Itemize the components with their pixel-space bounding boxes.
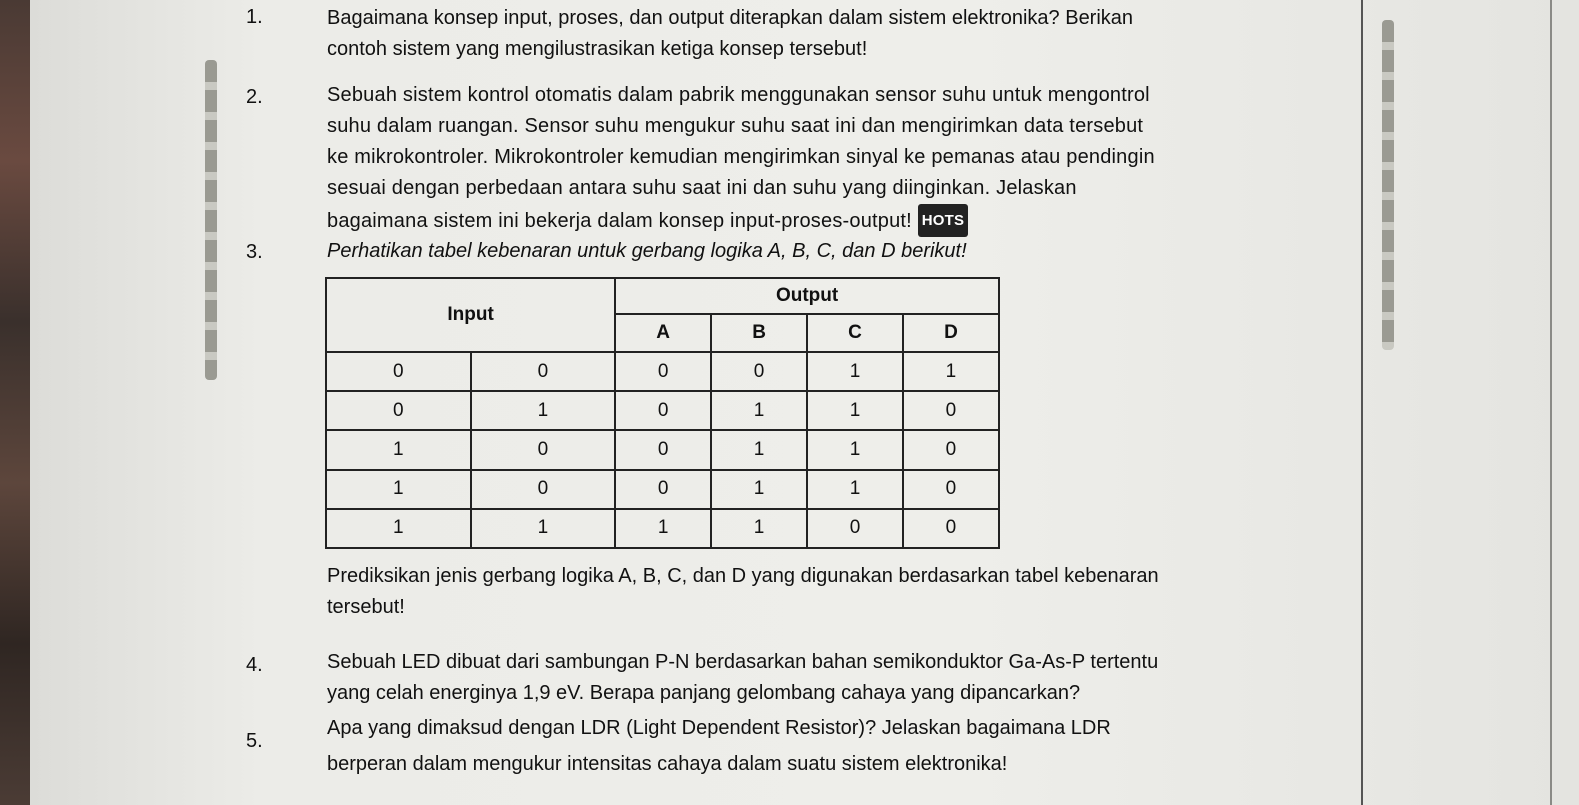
table-cell: 0 (903, 430, 999, 469)
gate-header-a: A (615, 314, 711, 352)
question-1-line-1: Bagaimana konsep input, proses, dan output diterapkan dalam sistem elektronika? Berikan (327, 7, 1134, 29)
hots-badge: HOTS (918, 204, 968, 237)
input-header: Input (326, 278, 615, 352)
table-cell: 1 (711, 391, 807, 430)
question-3-intro: Perhatikan tabel kebenaran untuk gerbang logika A, B, C, dan D berikut! (327, 240, 967, 262)
table-cell: 1 (711, 430, 807, 469)
question-5-line-2: berperan dalam mengukur intensitas cahaya dalam suatu sistem elektronika! (327, 753, 1008, 775)
question-2-number: 2. (246, 86, 263, 108)
question-3-after-line-2: tersebut! (327, 596, 405, 618)
question-3-followup (327, 561, 1367, 623)
table-cell: 0 (471, 352, 616, 391)
question-3-number: 3. (246, 241, 263, 263)
truth-table (325, 277, 1000, 549)
book-edge-left (0, 0, 30, 805)
question-3-after-line-1: Prediksikan jenis gerbang logika A, B, C, dan D yang digunakan berdasarkan tabel kebenaran (327, 565, 1159, 587)
question-4-line-1: Sebuah LED dibuat dari sambungan P-N berdasarkan bahan semikonduktor Ga-As-P tertentu (327, 651, 1159, 673)
table-cell: 1 (471, 391, 616, 430)
table-cell: 0 (615, 352, 711, 391)
page-binding-left (205, 60, 217, 380)
table-row (326, 470, 999, 509)
table-cell: 1 (471, 509, 616, 548)
question-5-line-1: Apa yang dimaksud dengan LDR (Light Dependent Resistor)? Jelaskan bagaimana LDR (327, 717, 1111, 739)
table-cell: 1 (807, 430, 903, 469)
margin-rule-outer (1550, 0, 1552, 805)
table-cell: 0 (903, 470, 999, 509)
output-header: Output (615, 278, 999, 314)
table-row (326, 352, 999, 391)
table-cell: 1 (711, 509, 807, 548)
question-2-line-2: suhu dalam ruangan. Sensor suhu mengukur suhu saat ini dan mengirimkan data tersebut (327, 115, 1144, 137)
gate-header-c: C (807, 314, 903, 352)
page-binding-right (1382, 20, 1394, 350)
table-cell: 0 (615, 391, 711, 430)
table-cell: 1 (807, 352, 903, 391)
table-cell: 0 (615, 430, 711, 469)
question-2-line-4: sesuai dengan perbedaan antara suhu saat ini dan suhu yang diinginkan. Jelaskan (327, 177, 1077, 199)
question-1-line-2: contoh sistem yang mengilustrasikan ketiga konsep tersebut! (327, 38, 868, 60)
table-cell: 0 (903, 391, 999, 430)
table-cell: 1 (326, 470, 471, 509)
table-cell: 0 (615, 470, 711, 509)
table-cell: 0 (326, 391, 471, 430)
question-1-number: 1. (246, 6, 263, 28)
table-cell: 1 (903, 352, 999, 391)
table-cell: 0 (471, 470, 616, 509)
question-5-text (327, 710, 1427, 782)
table-cell: 1 (326, 430, 471, 469)
table-row (326, 509, 999, 548)
table-cell: 0 (471, 430, 616, 469)
table-row (326, 430, 999, 469)
question-4-line-2: yang celah energinya 1,9 eV. Berapa panjang gelombang cahaya yang dipancarkan? (327, 682, 1081, 704)
question-2-line-3: ke mikrokontroler. Mikrokontroler kemudian mengirimkan sinyal ke pemanas atau pendingin (327, 146, 1155, 168)
question-2-line-5: bagaimana sistem ini bekerja dalam konsep input-proses-output! (327, 210, 912, 232)
question-1-text (327, 3, 1367, 65)
table-cell: 0 (711, 352, 807, 391)
table-cell: 1 (807, 391, 903, 430)
question-4-text (327, 647, 1427, 709)
table-cell: 0 (807, 509, 903, 548)
question-2-line-1: Sebuah sistem kontrol otomatis dalam pabrik menggunakan sensor suhu untuk mengontrol (327, 84, 1150, 106)
table-cell: 0 (326, 352, 471, 391)
table-cell: 0 (903, 509, 999, 548)
gate-header-b: B (711, 314, 807, 352)
table-cell: 1 (711, 470, 807, 509)
question-5-number: 5. (246, 730, 263, 752)
gate-header-d: D (903, 314, 999, 352)
question-2-text (327, 80, 1367, 237)
table-cell: 1 (807, 470, 903, 509)
table-cell: 1 (615, 509, 711, 548)
table-row (326, 391, 999, 430)
question-4-number: 4. (246, 654, 263, 676)
table-cell: 1 (326, 509, 471, 548)
